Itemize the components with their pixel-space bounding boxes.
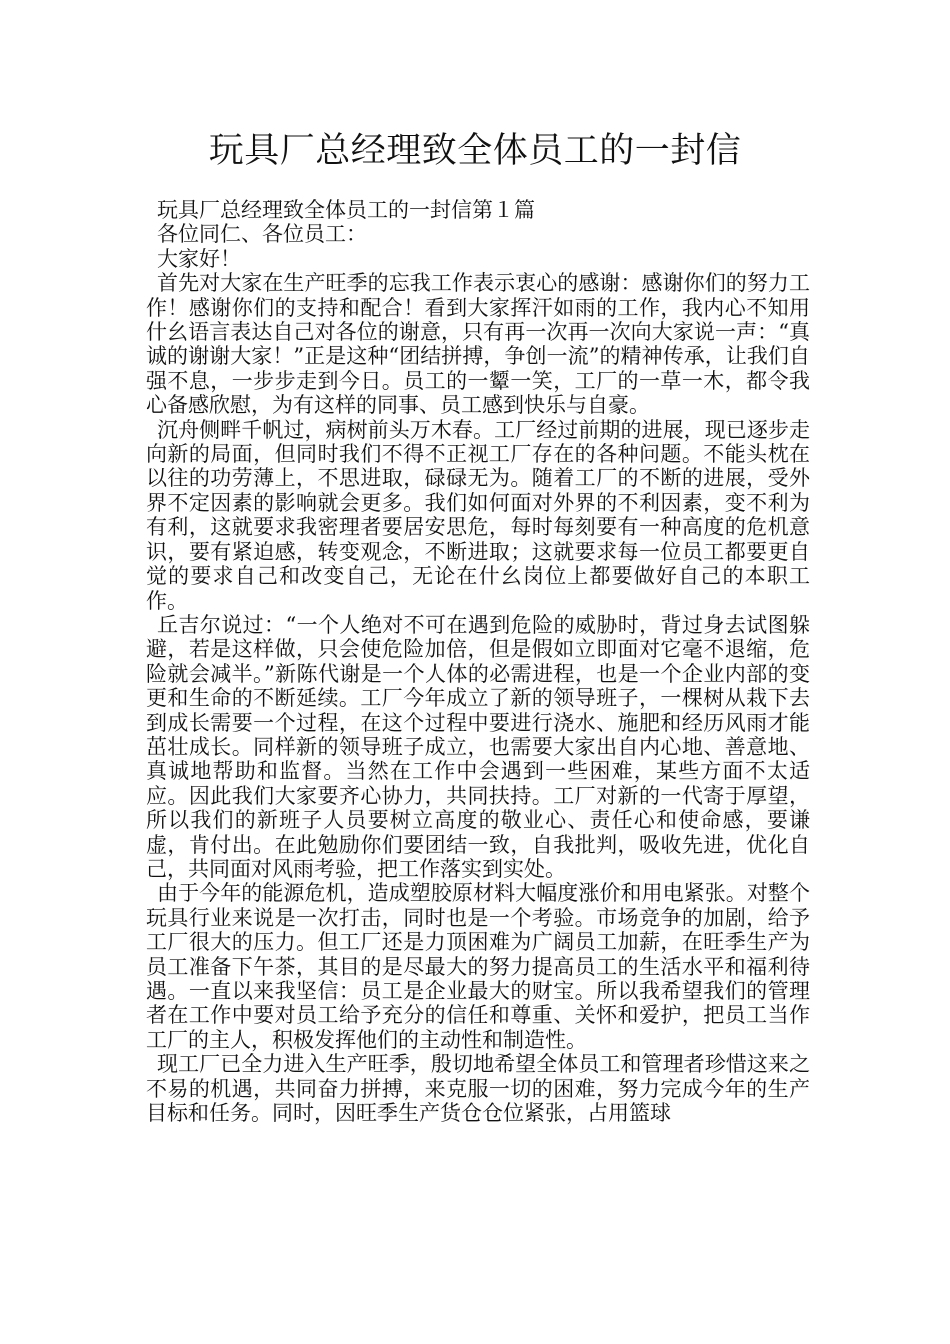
paragraph: 沉舟侧畔千帆过，病树前头万木春。工厂经过前期的进展，现已逐步走向新的局面，但同时我们不得不正视工厂存在的各种问题。不能头枕在以往的功劳薄上，不思进取，碌碌无为。随着工厂的不断的进展，受外界不定因素的影响就会更多。我们如何面对外界的不利因素，变不利为有利，这就要求我密理者要居安思危，每时每刻要有一种高度的危机意识，要有紧迫感，转变观念，不断进取；这就要求每一位员工都要更自觉的要求自己和改变自己，无论在什幺岗位上都要做好自己的本职工作。 — [146, 417, 810, 613]
paragraph: 由于今年的能源危机，造成塑胶原材料大幅度涨价和用电紧张。对整个玩具行业来说是一次打击，同时也是一个考验。市场竞争的加剧，给予工厂很大的压力。但工厂还是力顶困难为广阔员工加薪，在旺季生产为员工准备下午茶，其目的是尽最大的努力提高员工的生活水平和福利待遇。一直以来我坚信：员工是企业最大的财宝。所以我希望我们的管理者在工作中要对员工给予充分的信任和尊重、关怀和爱护，把员工当作工厂的主人，积极发挥他们的主动性和制造性。 — [146, 881, 810, 1052]
document-body — [146, 198, 810, 1125]
paragraph: 丘吉尔说过：“一个人绝对不可在遇到危险的威胁时，背过身去试图躲避，若是这样做，只会使危险加倍，但是假如立即面对它毫不退缩，危险就会减半。”新陈代谢是一个人体的必需进程，也是一个企业内部的变更和生命的不断延续。工厂今年成立了新的领导班子，一棵树从栽下去到成长需要一个过程，在这个过程中要进行浇水、施肥和经历风雨才能茁壮成长。同样新的领导班子成立，也需要大家出自内心地、善意地、真诚地帮助和监督。当然在工作中会遇到一些困难，某些方面不太适应。因此我们大家要齐心协力，共同扶持。工厂对新的一代寄于厚望，所以我们的新班子人员要树立高度的敬业心、责任心和使命感，要谦虚，肯付出。在此勉励你们要团结一致，自我批判，吸收先进，优化自己，共同面对风雨考验，把工作落实到实处。 — [146, 612, 810, 881]
salutation: 各位同仁、各位员工： — [157, 222, 367, 247]
paragraph: 现工厂已全力进入生产旺季，殷切地希望全体员工和管理者珍惜这来之不易的机遇，共同奋力拼搏，来克服一切的困难，努力完成今年的生产目标和任务。同时，因旺季生产货仓仓位紧张，占用篮球 — [146, 1052, 810, 1126]
document-subtitle: 玩具厂总经理致全体员工的一封信第１篇 — [157, 198, 535, 222]
greeting: 大家好！ — [157, 246, 241, 271]
paragraph: 首先对大家在生产旺季的忘我工作表示衷心的感谢：感谢你们的努力工作！感谢你们的支持和配合！看到大家挥汗如雨的工作，我内心不知用什幺语言表达自己对各位的谢意，只有再一次再一次向大家说一声：“真诚的谢谢大家！”正是这种“团结拼搏，争创一流”的精神传承，让我们自强不息，一步步走到今日。员工的一颦一笑，工厂的一草一木，都令我心备感欣慰，为有这样的同事、员工感到快乐与自豪。 — [146, 271, 810, 418]
document-title: 玩具厂总经理致全体员工的一封信 — [208, 131, 742, 171]
